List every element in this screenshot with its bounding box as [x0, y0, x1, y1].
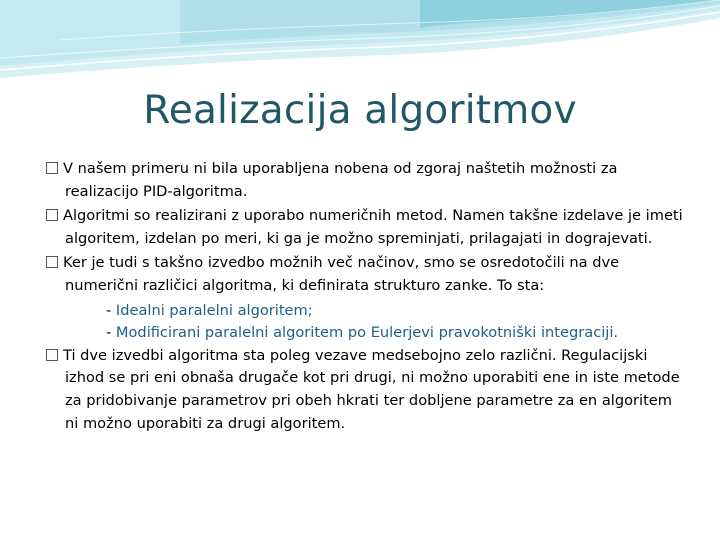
slide-title: Realizacija algoritmov: [143, 88, 577, 133]
bullet-text: Ker je tudi s takšno izvedbo možnih več načinov, smo se osredotočili na dve numerični različici algoritma, ki definirata strukturo zanke. To sta:: [63, 254, 620, 294]
sub-item-text: Idealni paralelni algoritem;: [115, 301, 313, 319]
bullet-item: [46, 252, 686, 297]
slide-body: [46, 158, 686, 437]
box-bullet-icon: [46, 162, 58, 174]
bullet-item: [46, 205, 686, 250]
sub-item: [46, 322, 686, 345]
bullet-text: V našem primeru ni bila uporabljena nobena od zgoraj naštetih možnosti za realizacijo PID-algoritma.: [63, 160, 618, 200]
sub-item-dash: -: [106, 301, 116, 319]
sub-item: [46, 300, 686, 323]
box-bullet-icon: [46, 349, 58, 361]
sub-item-text: Modificirani paralelni algoritem po Eulerjevi pravokotniški integraciji.: [115, 324, 619, 342]
bullet-item: [46, 158, 686, 203]
box-bullet-icon: [46, 209, 58, 221]
sub-item-dash: -: [106, 324, 116, 342]
decorative-wave-band: [0, 0, 720, 80]
box-bullet-icon: [46, 256, 58, 268]
bullet-text: Ti dve izvedbi algoritma sta poleg vezave medsebojno zelo različni. Regulacijski izhod se pri eni obnaša drugače kot pri drugi, ni možno uporabiti ene in iste metode za pridobivanje parametrov pri obeh hkrati ter dobljene parametre za en algoritem ni možno uporabiti za drugi algoritem.: [63, 346, 680, 432]
bullet-text: Algoritmi so realizirani z uporabo numeričnih metod. Namen takšne izdelave je imeti algoritem, izdelan po meri, ki ga je možno spreminjati, prilagajati in dograjevati.: [63, 207, 683, 247]
bullet-item: [46, 345, 686, 435]
